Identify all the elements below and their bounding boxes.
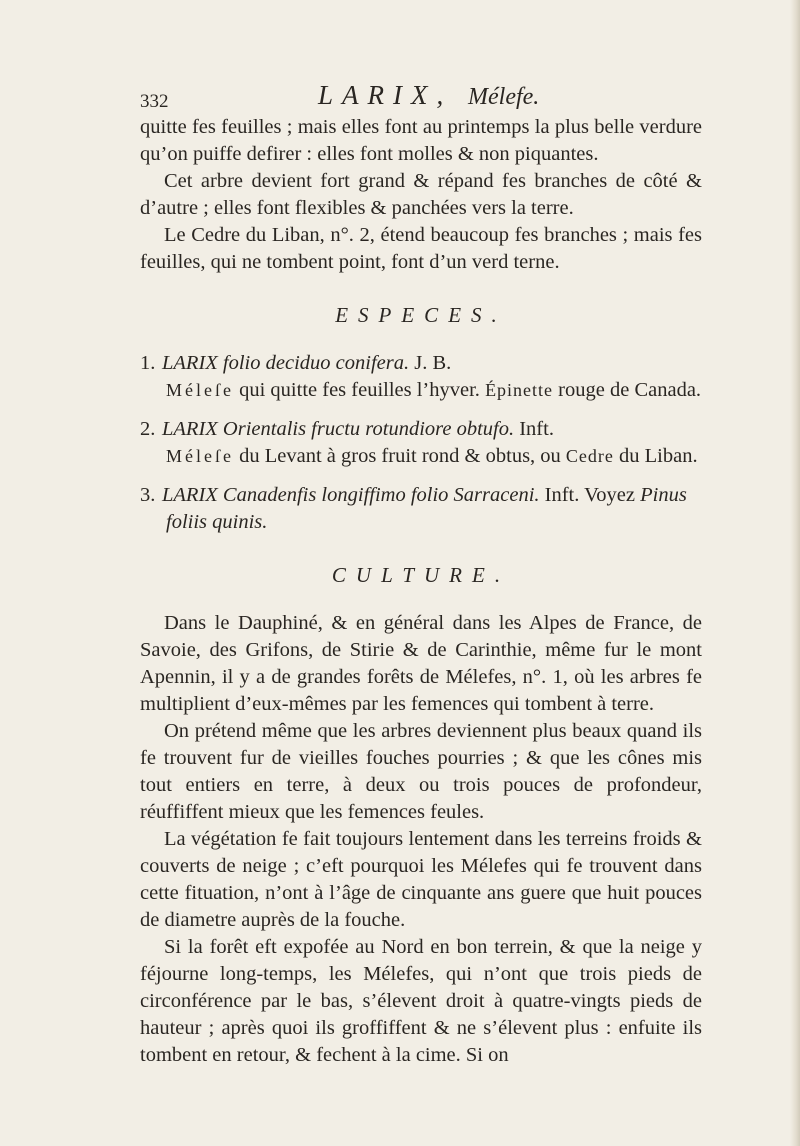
species-other-name: Cedre bbox=[565, 446, 614, 466]
culture-paragraph: On prétend même que les arbres deviennent plus beaux quand ils fe trouvent fur de vieilles fouches pourries ; & que les cônes mis tout entiers en terre, à deux ou trois pouces de profondeur, réuffiffent mieux que les femences feules. bbox=[140, 720, 702, 823]
species-author: Inft. Voyez bbox=[544, 484, 635, 506]
species-number: 1. bbox=[140, 352, 156, 374]
species-tail: rouge de Canada. bbox=[558, 379, 702, 401]
culture-paragraph: La végétation fe fait toujours lentement dans les terreins froids & couverts de neige ; c’eft pourquoi les Mélefes qui fe trouvent dans cette fituation, n’ont à l’âge de cinquante ans guere que huit pouces de diametre auprès de la fouche. bbox=[140, 828, 702, 931]
book-page bbox=[140, 82, 702, 1069]
species-number: 2. bbox=[140, 418, 156, 440]
species-latin-name: LARIX folio deciduo conifera. bbox=[162, 352, 410, 374]
species-entry bbox=[140, 482, 702, 536]
species-other-name: Épinette bbox=[485, 380, 554, 400]
culture-paragraph: Dans le Dauphiné, & en général dans les Alpes de France, de Savoie, des Grifons, de Stirie & de Carinthie, même fur le mont Apennin, il y a de grandes forêts de Mélefes, n°. 1, où les arbres fe multiplient d’eux-mêmes par les femences qui tombent à terre. bbox=[140, 612, 702, 715]
species-author: Inft. bbox=[519, 418, 554, 440]
page-header bbox=[140, 82, 702, 114]
running-title bbox=[318, 82, 539, 111]
culture-heading: CULTURE. bbox=[331, 563, 511, 587]
species-description: qui quitte fes feuilles l’hyver. bbox=[239, 379, 480, 401]
culture-paragraph: Si la forêt eft expofée au Nord en bon terrein, & que la neige y féjourne long-temps, les Mélefes, qui n’ont que trois pieds de circonférence par le bas, s’élevent droit à quatre-vingts pieds de hauteur ; après quoi ils groffiffent & ne s’élevent plus : enfuite ils tombent en retour, & fechent à la cime. Si on bbox=[140, 936, 702, 1066]
species-entry bbox=[140, 350, 702, 404]
species-common-name: Méleſe bbox=[166, 380, 234, 400]
intro-paragraph: quitte fes feuilles ; mais elles font au printemps la plus belle verdure qu’on puiffe defirer : elles font molles & non piquantes. bbox=[140, 116, 702, 165]
running-title-main: LARIX, bbox=[318, 80, 453, 110]
page-edge-shadow bbox=[790, 0, 800, 1146]
species-author: J. B. bbox=[414, 352, 452, 374]
intro-paragraph: Le Cedre du Liban, n°. 2, étend beaucoup fes branches ; mais fes feuilles, qui ne tombent point, font d’un verd terne. bbox=[140, 224, 702, 273]
species-cross-reference: Pinus foliis quinis. bbox=[166, 484, 687, 533]
species-entry bbox=[140, 416, 702, 470]
intro-paragraph: Cet arbre devient fort grand & répand fes branches de côté & d’autre ; elles font flexibles & panchées vers la terre. bbox=[140, 170, 702, 219]
running-title-sub: Mélefe. bbox=[468, 84, 540, 110]
page-number: 332 bbox=[140, 91, 169, 112]
species-latin-name: LARIX Orientalis fructu rotundiore obtufo. bbox=[162, 418, 515, 440]
species-description: du Levant à gros fruit rond & obtus, ou bbox=[239, 445, 561, 467]
species-number: 3. bbox=[140, 484, 156, 506]
species-latin-name: LARIX Canadenfis longiffimo folio Sarraceni. bbox=[162, 484, 540, 506]
species-tail: du Liban. bbox=[619, 445, 698, 467]
species-common-name: Méleſe bbox=[166, 446, 234, 466]
especes-heading: ESPECES. bbox=[335, 303, 507, 327]
